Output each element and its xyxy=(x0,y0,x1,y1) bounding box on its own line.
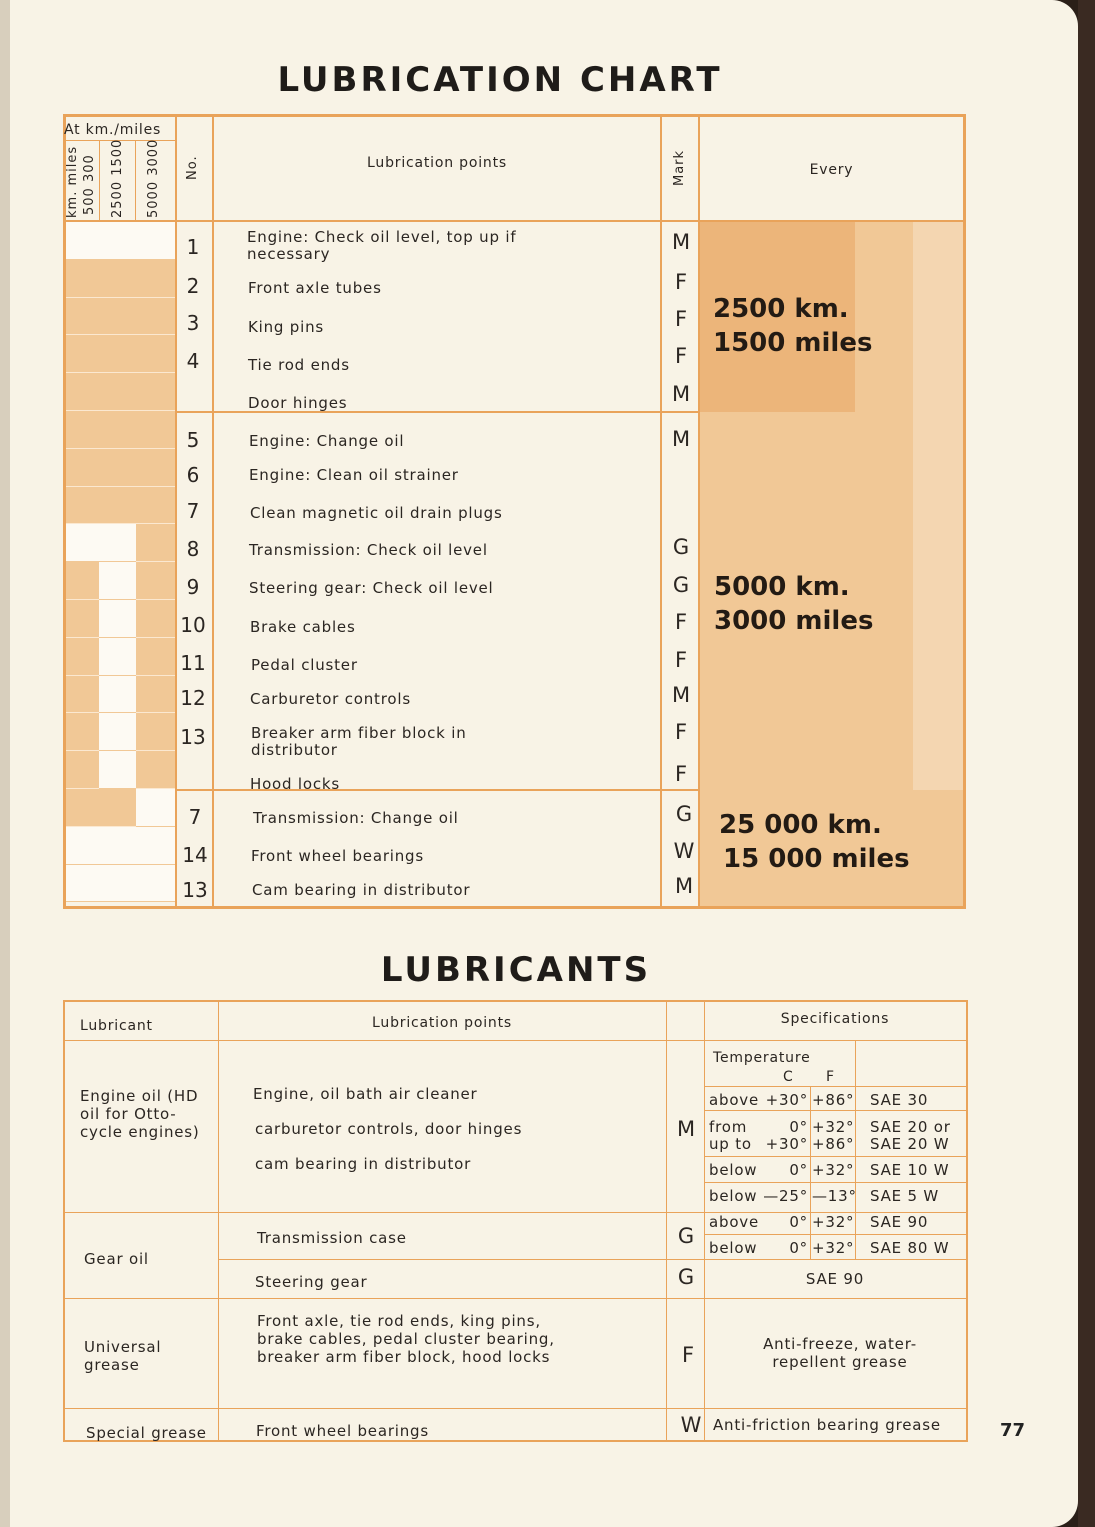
row-point: Door hinges xyxy=(248,394,348,412)
spec-celsius: +30° xyxy=(765,1135,808,1153)
rule xyxy=(704,1086,968,1087)
gear-oil-spec: SAE 90 xyxy=(805,1270,865,1288)
rule xyxy=(704,1234,968,1235)
row-point: Steering gear: Check oil level xyxy=(249,579,494,597)
row-mark: W xyxy=(673,839,695,863)
row-number: 7 xyxy=(186,499,200,523)
spec-sae: SAE 90 xyxy=(870,1213,929,1231)
row-point: Transmission: Change oil xyxy=(253,809,459,827)
spec-fahrenheit: +32° xyxy=(812,1161,855,1179)
check-cell xyxy=(63,449,99,487)
header-mark: Mark xyxy=(672,149,687,186)
check-cell xyxy=(99,676,136,714)
spec-fahrenheit: +86° xyxy=(812,1091,855,1109)
row-point: Front wheel bearings xyxy=(251,847,424,865)
spec-condition: below xyxy=(709,1187,758,1205)
check-cell xyxy=(99,411,136,449)
check-cell xyxy=(99,260,136,298)
interval-5000-km: 5000 km. xyxy=(714,572,850,602)
gear-oil-name: Gear oil xyxy=(84,1250,149,1268)
rule xyxy=(135,140,136,222)
spec-condition: above xyxy=(709,1091,759,1109)
rule xyxy=(704,1110,968,1111)
row-mark: G xyxy=(672,573,690,597)
spec-celsius: +30° xyxy=(765,1091,808,1109)
row-number: 5 xyxy=(186,428,200,452)
check-cell xyxy=(99,600,136,638)
temp-f-label: F xyxy=(826,1069,835,1085)
check-cell xyxy=(99,298,136,336)
check-cell xyxy=(136,751,175,789)
row-point: Hood locks xyxy=(250,775,341,793)
lubricants-title: LUBRICANTS xyxy=(380,950,652,990)
row-number: 12 xyxy=(180,686,206,710)
row-point: Engine: Clean oil strainer xyxy=(249,466,459,484)
row-number: 1 xyxy=(186,235,200,259)
spec-celsius: —25° xyxy=(763,1187,808,1205)
row-mark: F xyxy=(674,307,688,331)
header-col-2500: 2500 1500 xyxy=(110,138,125,218)
row-mark: M xyxy=(671,382,691,406)
check-cell xyxy=(136,676,175,714)
rule xyxy=(63,220,966,222)
check-cell xyxy=(99,335,136,373)
row-number: 6 xyxy=(186,463,200,487)
check-cell xyxy=(136,449,175,487)
spec-sae: SAE 20 W xyxy=(870,1135,950,1153)
engine-oil-point: cam bearing in distributor xyxy=(255,1155,472,1173)
spec-celsius: 0° xyxy=(789,1118,808,1136)
spec-celsius: 0° xyxy=(789,1239,808,1257)
check-cell xyxy=(63,789,99,827)
row-mark: F xyxy=(674,344,688,368)
rule xyxy=(99,140,100,222)
check-cell xyxy=(63,524,99,562)
row-mark: F xyxy=(674,270,688,294)
check-cell xyxy=(136,562,175,600)
check-cell xyxy=(99,449,136,487)
rule xyxy=(963,114,966,909)
rule xyxy=(966,1000,968,1442)
universal-grease-points: Front axle, tie rod ends, king pins, brake cables, pedal cluster bearing, breaker arm fiber block, hood locks xyxy=(257,1312,555,1366)
page-number: 77 xyxy=(1000,1420,1026,1441)
rule xyxy=(218,1000,219,1442)
row-number: 8 xyxy=(186,537,200,561)
spec-sae: SAE 20 or xyxy=(870,1118,951,1136)
check-cell xyxy=(99,487,136,525)
check-cell xyxy=(136,524,175,562)
check-cell xyxy=(63,676,99,714)
row-point: Engine: Check oil level, top up if necessary xyxy=(247,228,517,263)
interval-2500-km: 2500 km. xyxy=(713,294,849,324)
row-point: Clean magnetic oil drain plugs xyxy=(250,504,503,522)
interval-25000-km: 25 000 km. xyxy=(719,810,882,840)
check-cell xyxy=(136,411,175,449)
check-cell xyxy=(136,827,175,865)
check-cell xyxy=(136,713,175,751)
row-number: 3 xyxy=(186,311,200,335)
engine-oil-point: carburetor controls, door hinges xyxy=(255,1120,523,1138)
check-cell xyxy=(63,335,99,373)
chart-title: LUBRICATION CHART xyxy=(277,60,723,100)
spec-celsius: 0° xyxy=(789,1161,808,1179)
rule xyxy=(63,1298,968,1299)
spec-fahrenheit: —13° xyxy=(812,1187,857,1205)
check-cell xyxy=(63,827,99,865)
check-cell xyxy=(99,373,136,411)
row-number: 4 xyxy=(186,349,200,373)
check-cell xyxy=(99,638,136,676)
check-cell xyxy=(136,260,175,298)
row-number: 11 xyxy=(180,651,206,675)
interval-fill-5000-pale xyxy=(913,222,965,790)
engine-oil-name: Engine oil (HD oil for Otto-cycle engines) xyxy=(80,1087,200,1141)
check-cell xyxy=(99,524,136,562)
check-cell xyxy=(99,789,136,827)
check-cell xyxy=(63,373,99,411)
universal-grease-spec: Anti-freeze, water-repellent grease xyxy=(763,1335,917,1371)
header-col-5000: 5000 3000 xyxy=(146,138,161,218)
row-number: 2 xyxy=(186,274,200,298)
row-point: Brake cables xyxy=(250,618,356,636)
header-km-miles: km. miles xyxy=(65,145,80,218)
header-every: Every xyxy=(809,162,854,178)
check-cell xyxy=(63,600,99,638)
row-number: 9 xyxy=(186,575,200,599)
gear-oil-point: Transmission case xyxy=(257,1229,407,1247)
header-col-500: 500 300 xyxy=(82,154,97,215)
row-number: 7 xyxy=(188,805,202,829)
row-number: 10 xyxy=(180,613,206,637)
spec-condition: below xyxy=(709,1239,758,1257)
row-mark: G xyxy=(672,535,690,559)
spec-condition: up to xyxy=(709,1135,752,1153)
spec-celsius: 0° xyxy=(789,1213,808,1231)
page-spine xyxy=(0,0,10,1527)
spec-sae: SAE 5 W xyxy=(870,1187,940,1205)
rule xyxy=(63,1408,968,1409)
row-point: Cam bearing in distributor xyxy=(252,881,471,899)
check-cell xyxy=(63,865,99,903)
gear-oil-mark: G xyxy=(677,1224,695,1248)
spec-fahrenheit: +32° xyxy=(812,1118,855,1136)
spec-fahrenheit: +32° xyxy=(812,1239,855,1257)
rule xyxy=(63,906,966,909)
check-cell xyxy=(99,751,136,789)
spec-condition: below xyxy=(709,1161,758,1179)
row-mark: F xyxy=(674,610,688,634)
gear-oil-point: Steering gear xyxy=(255,1273,368,1291)
check-cell xyxy=(63,751,99,789)
rule xyxy=(63,114,66,909)
spec-sae: SAE 10 W xyxy=(870,1161,950,1179)
spec-sae: SAE 80 W xyxy=(870,1239,950,1257)
check-cell xyxy=(136,638,175,676)
row-mark: M xyxy=(671,427,691,451)
check-cell xyxy=(136,373,175,411)
check-cell xyxy=(136,789,175,827)
header-no: No. xyxy=(185,155,200,180)
spec-fahrenheit: +86° xyxy=(812,1135,855,1153)
check-cell xyxy=(136,487,175,525)
check-cell xyxy=(63,562,99,600)
row-mark: M xyxy=(674,874,694,898)
gear-oil-mark: G xyxy=(677,1265,695,1289)
row-mark: F xyxy=(674,720,688,744)
special-grease-name: Special grease xyxy=(86,1424,207,1442)
spec-condition: from xyxy=(709,1118,748,1136)
rule xyxy=(704,1000,705,1442)
row-point: Front axle tubes xyxy=(248,279,382,297)
interval-3000-miles: 3000 miles xyxy=(714,606,874,636)
interval-fill-2500-pale xyxy=(855,222,913,412)
check-cell xyxy=(63,713,99,751)
interval-15000-miles: 15 000 miles xyxy=(723,844,910,874)
header-lubricant: Lubricant xyxy=(80,1018,153,1034)
interval-1500-miles: 1500 miles xyxy=(713,328,873,358)
row-mark: M xyxy=(671,230,691,254)
rule xyxy=(218,1259,968,1260)
header-at-km-miles: At km./miles xyxy=(64,122,162,138)
rule xyxy=(63,1040,968,1041)
engine-oil-point: Engine, oil bath air cleaner xyxy=(253,1085,478,1103)
rule xyxy=(63,1000,968,1002)
header-lubrication-points: Lubrication points xyxy=(372,1015,512,1031)
row-point: Tie rod ends xyxy=(248,356,350,374)
temp-c-label: C xyxy=(783,1069,794,1085)
check-cell xyxy=(63,298,99,336)
row-number: 13 xyxy=(180,725,206,749)
check-cell xyxy=(63,638,99,676)
rule xyxy=(810,1086,811,1259)
check-cell xyxy=(99,713,136,751)
row-point: Engine: Change oil xyxy=(249,432,405,450)
row-mark: F xyxy=(674,762,688,786)
spec-condition: above xyxy=(709,1213,759,1231)
special-grease-point: Front wheel bearings xyxy=(256,1422,429,1440)
check-cell xyxy=(136,600,175,638)
special-grease-spec: Anti-friction bearing grease xyxy=(713,1416,941,1434)
row-number: 14 xyxy=(182,843,208,867)
row-number: 13 xyxy=(182,878,208,902)
temperature-label: Temperature xyxy=(713,1050,811,1066)
row-mark: G xyxy=(675,802,693,826)
check-cell xyxy=(99,222,136,260)
spec-sae: SAE 30 xyxy=(870,1091,929,1109)
row-point: Breaker arm fiber block in distributor xyxy=(251,724,467,759)
check-cell xyxy=(136,222,175,260)
check-cell xyxy=(136,865,175,903)
header-specifications: Specifications xyxy=(780,1011,890,1027)
check-cell xyxy=(63,487,99,525)
row-point: Pedal cluster xyxy=(251,656,358,674)
header-lubrication-points: Lubrication points xyxy=(367,155,507,171)
rule xyxy=(666,1000,667,1442)
engine-oil-mark: M xyxy=(676,1117,696,1141)
rule xyxy=(704,1156,968,1157)
rule xyxy=(63,114,966,117)
spec-fahrenheit: +32° xyxy=(812,1213,855,1231)
row-point: King pins xyxy=(248,318,325,336)
universal-grease-mark: F xyxy=(681,1343,695,1367)
rule xyxy=(63,1000,65,1442)
special-grease-mark: W xyxy=(680,1413,702,1437)
row-point: Transmission: Check oil level xyxy=(249,541,488,559)
check-cell xyxy=(99,827,136,865)
universal-grease-name: Universal grease xyxy=(84,1338,162,1374)
check-cell xyxy=(99,562,136,600)
row-mark: M xyxy=(671,683,691,707)
check-cell xyxy=(63,222,99,260)
check-cell xyxy=(63,260,99,298)
row-point: Carburetor controls xyxy=(250,690,411,708)
check-cell xyxy=(136,335,175,373)
check-cell xyxy=(63,411,99,449)
book-edge xyxy=(1078,0,1095,1527)
rule xyxy=(704,1182,968,1183)
check-cell xyxy=(136,298,175,336)
check-cell xyxy=(99,865,136,903)
row-mark: F xyxy=(674,648,688,672)
